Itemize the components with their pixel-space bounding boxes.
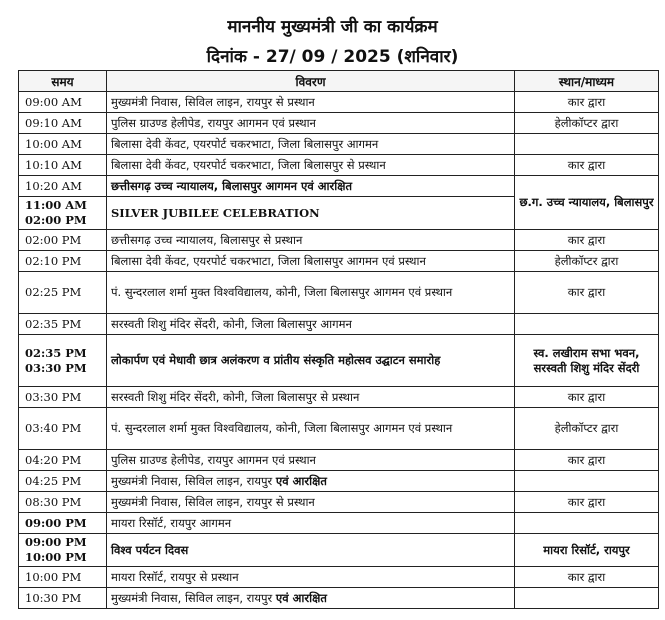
mode-cell: मायरा रिसॉर्ट, रायपुर xyxy=(515,534,659,567)
time-cell: 08:30 PM xyxy=(19,492,107,513)
table-row xyxy=(19,335,659,387)
table-row xyxy=(19,155,659,176)
table-row xyxy=(19,492,659,513)
time-cell: 10:10 AM xyxy=(19,155,107,176)
details-cell: बिलासा देवी केंवट, एयरपोर्ट चकरभाटा, जिला बिलासपुर से प्रस्थान xyxy=(107,155,515,176)
details-cell: पं. सुन्दरलाल शर्मा मुक्त विश्वविद्यालय, कोनी, जिला बिलासपुर आगमन एवं प्रस्थान xyxy=(107,272,515,314)
mode-cell: कार द्वारा xyxy=(515,450,659,471)
start-time: 02:35 PM xyxy=(25,345,87,360)
details-cell: SILVER JUBILEE CELEBRATION xyxy=(107,197,515,230)
table-row xyxy=(19,251,659,272)
details-cell: विश्व पर्यटन दिवस xyxy=(107,534,515,567)
table-row xyxy=(19,272,659,314)
column-header-time: समय xyxy=(19,71,107,92)
details-cell: छत्तीसगढ़ उच्च न्यायालय, बिलासपुर आगमन एवं आरक्षित xyxy=(107,176,515,197)
details-cell: पं. सुन्दरलाल शर्मा मुक्त विश्वविद्यालय, कोनी, जिला बिलासपुर आगमन एवं प्रस्थान xyxy=(107,408,515,450)
time-cell: 10:20 AM xyxy=(19,176,107,197)
time-cell: 04:25 PM xyxy=(19,471,107,492)
details-cell: पुलिस ग्राउण्ड हेलीपेड, रायपुर आगमन एवं प्रस्थान xyxy=(107,113,515,134)
table-row xyxy=(19,387,659,408)
reserved-text: एवं आरक्षित xyxy=(275,473,327,488)
time-cell: 02:00 PM xyxy=(19,230,107,251)
mode-cell: हेलीकॉप्टर द्वारा xyxy=(515,113,659,134)
time-cell: 09:10 AM xyxy=(19,113,107,134)
mode-cell xyxy=(515,513,659,534)
mode-cell: कार द्वारा xyxy=(515,155,659,176)
time-cell: 03:30 PM xyxy=(19,387,107,408)
time-cell: 02:10 PM xyxy=(19,251,107,272)
column-header-mode: स्थान/माध्यम xyxy=(515,71,659,92)
table-row xyxy=(19,450,659,471)
details-cell: मुख्यमंत्री निवास, सिविल लाइन, रायपुर से प्रस्थान xyxy=(107,492,515,513)
details-cell: लोकार्पण एवं मेधावी छात्र अलंकरण व प्रांतीय संस्कृति महोत्सव उद्घाटन समारोह xyxy=(107,335,515,387)
table-row xyxy=(19,134,659,155)
mode-cell: छ.ग. उच्च न्यायालय, बिलासपुर xyxy=(515,176,659,230)
reserved-text: एवं आरक्षित xyxy=(275,590,327,605)
details-cell: मुख्यमंत्री निवास, सिविल लाइन, रायपुर से प्रस्थान xyxy=(107,92,515,113)
date-line: दिनांक - 27/ 09 / 2025 (शनिवार) xyxy=(206,47,459,67)
mode-cell: कार द्वारा xyxy=(515,492,659,513)
time-cell: 02:25 PM xyxy=(19,272,107,314)
page-title: माननीय मुख्यमंत्री जी का कार्यक्रम xyxy=(227,17,438,37)
mode-cell: कार द्वारा xyxy=(515,567,659,588)
table-row xyxy=(19,471,659,492)
table-row xyxy=(19,176,659,197)
mode-cell: कार द्वारा xyxy=(515,92,659,113)
mode-cell: स्व. लखीराम सभा भवन, सरस्वती शिशु मंदिर सेंदरी xyxy=(515,335,659,387)
details-cell xyxy=(107,471,515,492)
table-row xyxy=(19,113,659,134)
details-cell: छत्तीसगढ़ उच्च न्यायालय, बिलासपुर से प्रस्थान xyxy=(107,230,515,251)
end-time: 10:00 PM xyxy=(25,550,87,564)
end-time: 02:00 PM xyxy=(25,213,87,227)
end-time: 03:30 PM xyxy=(25,360,87,375)
mode-cell: हेलीकॉप्टर द्वारा xyxy=(515,251,659,272)
time-cell xyxy=(19,335,107,387)
schedule-table xyxy=(18,70,659,609)
details-cell: मायरा रिसॉर्ट, रायपुर से प्रस्थान xyxy=(107,567,515,588)
mode-cell xyxy=(515,471,659,492)
details-text: मुख्यमंत्री निवास, सिविल लाइन, रायपुर xyxy=(111,590,273,605)
table-row xyxy=(19,230,659,251)
table-header-row xyxy=(19,71,659,92)
mode-cell: कार द्वारा xyxy=(515,272,659,314)
table-row xyxy=(19,408,659,450)
time-cell: 10:00 PM xyxy=(19,567,107,588)
mode-cell: कार द्वारा xyxy=(515,230,659,251)
table-row xyxy=(19,588,659,609)
table-row xyxy=(19,513,659,534)
time-cell xyxy=(19,197,107,230)
details-cell: बिलासा देवी केंवट, एयरपोर्ट चकरभाटा, जिला बिलासपुर आगमन एवं प्रस्थान xyxy=(107,251,515,272)
start-time: 11:00 AM xyxy=(25,198,87,212)
details-cell xyxy=(107,588,515,609)
start-time: 09:00 PM xyxy=(25,535,87,549)
time-cell: 09:00 PM xyxy=(19,513,107,534)
column-header-details: विवरण xyxy=(107,71,515,92)
mode-cell xyxy=(515,314,659,335)
details-text: मुख्यमंत्री निवास, सिविल लाइन, रायपुर xyxy=(111,473,273,488)
table-row xyxy=(19,567,659,588)
mode-cell xyxy=(515,134,659,155)
table-row xyxy=(19,92,659,113)
mode-cell: कार द्वारा xyxy=(515,387,659,408)
time-cell: 10:00 AM xyxy=(19,134,107,155)
time-cell: 04:20 PM xyxy=(19,450,107,471)
time-cell: 09:00 AM xyxy=(19,92,107,113)
time-cell: 03:40 PM xyxy=(19,408,107,450)
details-cell: सरस्वती शिशु मंदिर सेंदरी, कोनी, जिला बिलासपुर से प्रस्थान xyxy=(107,387,515,408)
time-cell: 10:30 PM xyxy=(19,588,107,609)
time-cell: 02:35 PM xyxy=(19,314,107,335)
table-row xyxy=(19,534,659,567)
details-cell: बिलासा देवी केंवट, एयरपोर्ट चकरभाटा, जिला बिलासपुर आगमन xyxy=(107,134,515,155)
details-cell: मायरा रिसॉर्ट, रायपुर आगमन xyxy=(107,513,515,534)
mode-cell: हेलीकॉप्टर द्वारा xyxy=(515,408,659,450)
details-cell: सरस्वती शिशु मंदिर सेंदरी, कोनी, जिला बिलासपुर आगमन xyxy=(107,314,515,335)
table-row xyxy=(19,314,659,335)
time-cell xyxy=(19,534,107,567)
mode-cell xyxy=(515,588,659,609)
details-cell: पुलिस ग्राउण्ड हेलीपेड, रायपुर आगमन एवं प्रस्थान xyxy=(107,450,515,471)
